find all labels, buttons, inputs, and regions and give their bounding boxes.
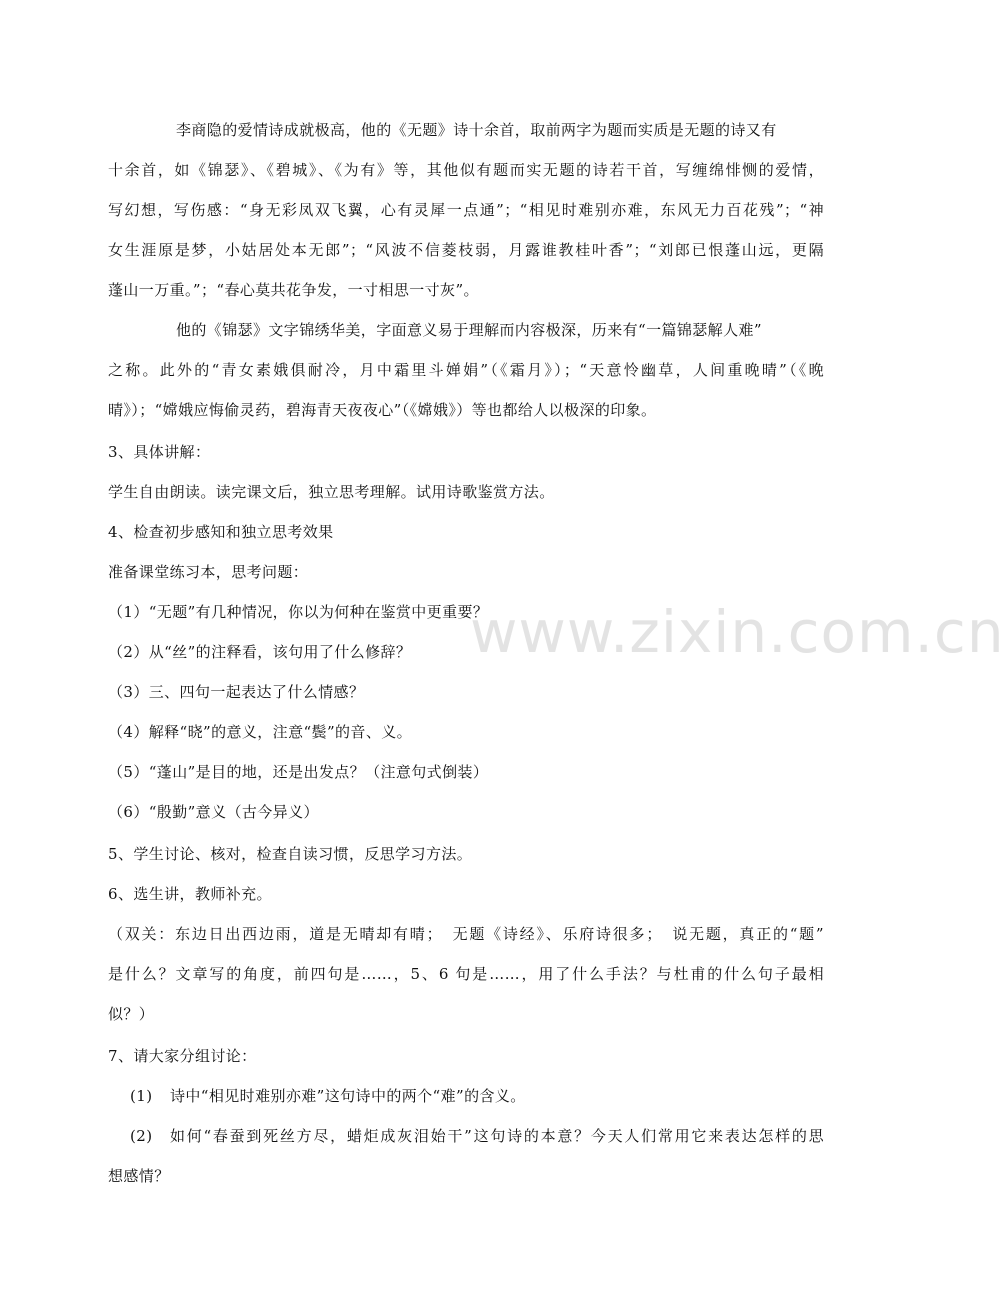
discussion-text: 诗中“相见时难别亦难”这句诗中的两个“难”的含义。 [170, 1087, 526, 1105]
paragraph-line: 女生涯原是梦，小姑居处本无郎”；“风波不信菱枝弱，月露谁教桂叶香”；“刘郎已恨蓬山远，更隔 [108, 241, 824, 259]
section-text: 6、选生讲，教师补充。 [108, 885, 272, 903]
watermark: www.zixin.com.cn [470, 598, 1005, 666]
question-item: （5）“蓬山”是目的地，还是出发点？（注意句式倒装） [108, 763, 489, 781]
question-item: （3）三、四句一起表达了什么情感？ [108, 683, 365, 701]
paragraph-line: 他的《锦瑟》文字锦绣华美，字面意义易于理解而内容极深，历来有“一篇锦瑟解人难” [176, 321, 762, 339]
note-line: 似？） [108, 1005, 155, 1023]
section-heading: 7、请大家分组讨论： [108, 1047, 257, 1065]
discussion-text-continued: 想感情？ [108, 1167, 170, 1185]
question-item: （6）“殷勤”意义（古今异义） [108, 803, 319, 821]
paragraph-line: 之称。此外的“青女素娥俱耐冷，月中霜里斗婵娟”（《霜月》）；“天意怜幽草，人间重晚晴”（《晚 [108, 361, 824, 379]
question-item: （4）解释“晓”的意义，注意“鬓”的音、义。 [108, 723, 413, 741]
paragraph-line: 蓬山一万重。”；“春心莫共花争发，一寸相思一寸灰”。 [108, 281, 479, 299]
section-text: 5、学生讨论、核对，检查自读习惯，反思学习方法。 [108, 845, 473, 863]
paragraph-line: 写幻想，写伤感：“身无彩凤双飞翼，心有灵犀一点通”；“相见时难别亦难，东风无力百花残”；“神 [108, 201, 824, 219]
section-heading: 3、具体讲解： [108, 443, 211, 461]
section-text: 准备课堂练习本，思考问题： [108, 563, 309, 581]
question-item: （1）“无题”有几种情况，你以为何种在鉴赏中更重要？ [108, 603, 489, 621]
paragraph-line: 晴》）；“嫦娥应悔偷灵药，碧海青天夜夜心”（《嫦娥》）等也都给人以极深的印象。 [108, 401, 657, 419]
discussion-text: 如何“春蚕到死丝方尽，蜡炬成灰泪始干”这句诗的本意？今天人们常用它来表达怎样的思 [170, 1127, 824, 1145]
question-item: （2）从“丝”的注释看，该句用了什么修辞？ [108, 643, 412, 661]
discussion-number: (2) [130, 1127, 153, 1145]
section-heading: 4、检查初步感知和独立思考效果 [108, 523, 334, 541]
note-line: （双关：东边日出西边雨，道是无晴却有晴； 无题《诗经》、乐府诗很多； 说无题，真正的“题” [108, 925, 824, 943]
note-line: 是什么？文章写的角度，前四句是……，5、6 句是……，用了什么手法？与杜甫的什么句子最相 [108, 965, 824, 983]
paragraph-line: 李商隐的爱情诗成就极高，他的《无题》诗十余首，取前两字为题而实质是无题的诗又有 [176, 121, 777, 139]
section-text: 学生自由朗读。读完课文后，独立思考理解。试用诗歌鉴赏方法。 [108, 483, 555, 501]
paragraph-line: 十余首，如《锦瑟》、《碧城》、《为有》等，其他似有题而实无题的诗若干首，写缠绵悱恻的爱情， [108, 161, 824, 179]
discussion-number: (1) [130, 1087, 153, 1105]
